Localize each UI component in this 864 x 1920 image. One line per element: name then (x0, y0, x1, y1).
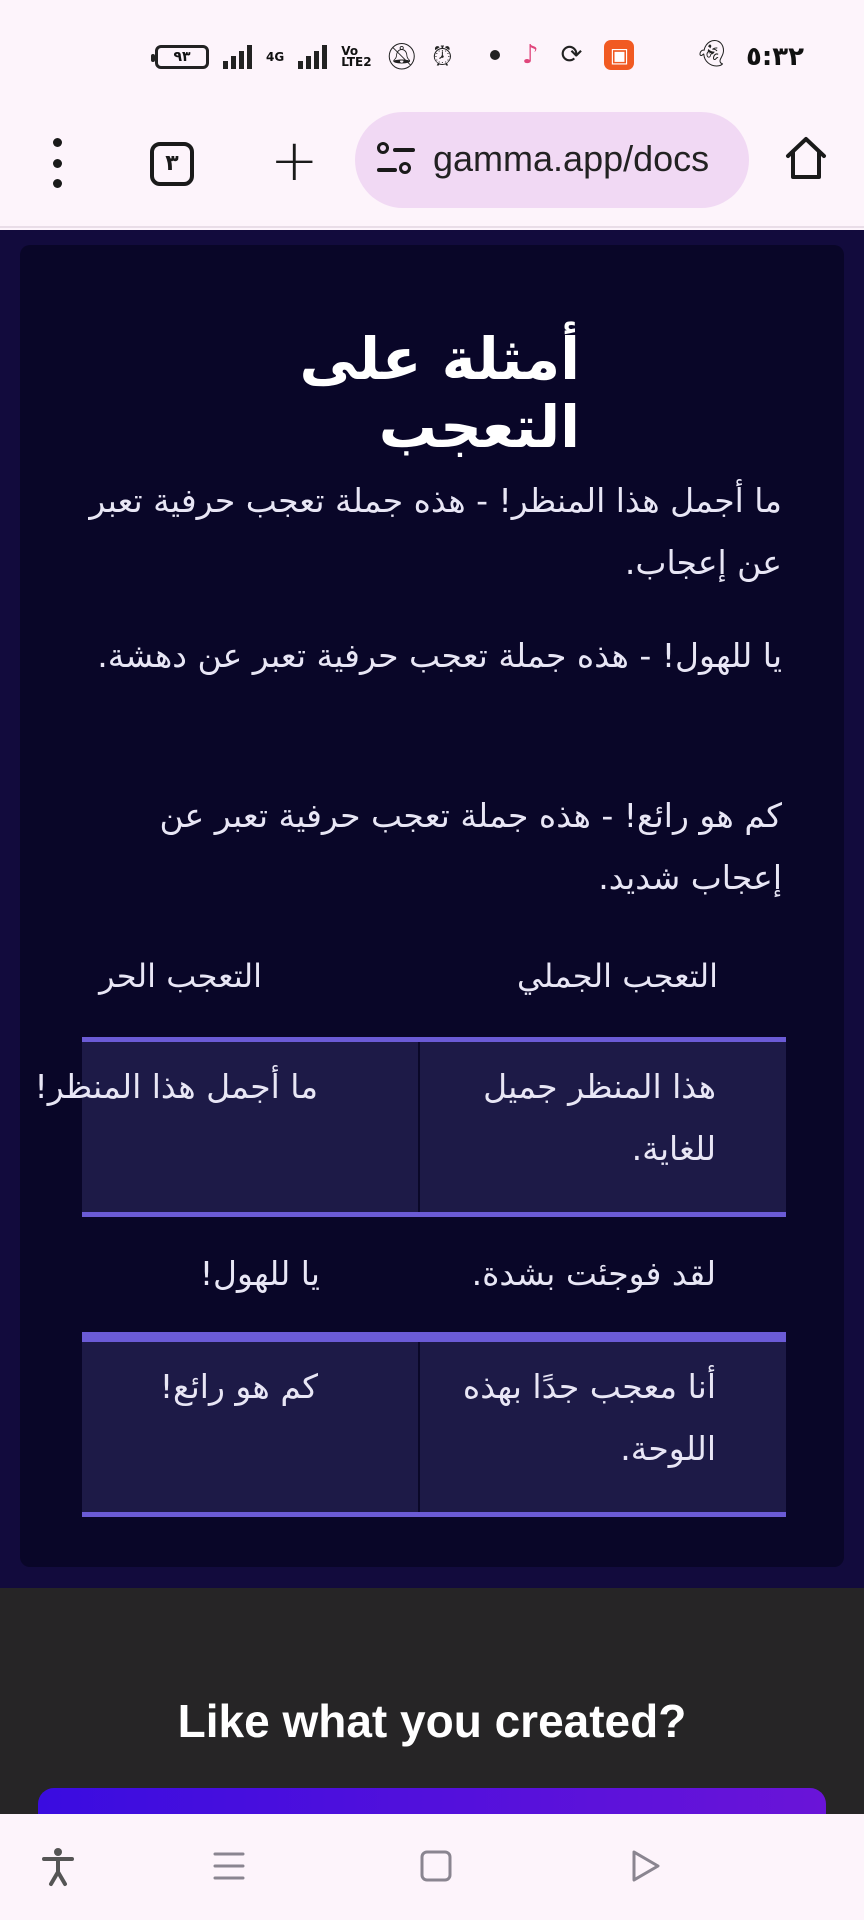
table-cell: ما أجمل هذا المنظر! (82, 1042, 420, 1212)
signal-icon-2 (298, 45, 327, 69)
new-tab-icon[interactable]: + (270, 126, 319, 194)
tab-switcher-button[interactable]: ٣ (150, 142, 194, 186)
recents-icon[interactable] (207, 1844, 251, 1888)
table-cell: كم هو رائع! (82, 1342, 420, 1512)
address-bar[interactable] (355, 112, 749, 208)
system-nav-bar (0, 1814, 864, 1920)
table-cell: أنا معجب جدًا بهذه اللوحة. (462, 1367, 716, 1468)
status-icons-notifications (490, 40, 634, 70)
table-row (82, 1217, 786, 1337)
notification-dot-icon (490, 50, 500, 60)
table-cell: هذا المنظر جميل للغاية. (483, 1067, 716, 1168)
signal-icon (223, 45, 252, 69)
tiktok-icon: ♪ (522, 40, 539, 70)
home-icon[interactable] (784, 134, 828, 182)
example-paragraph-1: ما أجمل هذا المنظر! - هذه جملة تعجب حرفية تعبر عن إعجاب. (89, 481, 782, 582)
mute-icon: 🔕︎ (385, 42, 419, 72)
volte-icon: Vo LTE2 (341, 44, 372, 69)
page-title: أمثلة على التعجب (299, 325, 580, 461)
app-icon: ▣ (604, 40, 634, 70)
sync-icon: ⟳ (560, 40, 583, 70)
table-header-free: التعجب الحر (99, 957, 262, 995)
table-header-sentential: التعجب الجملي (516, 957, 718, 995)
menu-icon[interactable] (42, 138, 72, 188)
accessibility-icon[interactable] (36, 1844, 80, 1888)
content-card (20, 245, 844, 1567)
battery-icon (155, 45, 209, 69)
clock: ٥:٣٢ (745, 42, 804, 72)
status-icons-left (155, 40, 453, 74)
cta-heading: Like what you created? (177, 1695, 687, 1747)
url-text[interactable]: gamma.app/docs (433, 138, 710, 179)
example-paragraph-3: كم هو رائع! - هذه جملة تعجب حرفية تعبر عن إعجاب شديد. (159, 796, 782, 897)
snapchat-icon: 👻︎ (695, 39, 729, 69)
footer-banner (0, 1588, 864, 1816)
battery-level: ٩٣ (173, 49, 191, 65)
example-paragraph-2: يا للهول! - هذه جملة تعجب حرفية تعبر عن دهشة. (97, 636, 782, 675)
site-settings-icon[interactable] (377, 142, 415, 178)
network-type: 4G (266, 49, 285, 64)
table-cell: لقد فوجئت بشدة. (471, 1254, 716, 1293)
table-row (34, 1037, 786, 1217)
browser-toolbar (0, 110, 864, 228)
alarm-icon: ⏰︎ (432, 42, 453, 72)
home-nav-icon[interactable] (414, 1844, 458, 1888)
table-cell: يا للهول! (199, 1254, 320, 1293)
document-page (0, 230, 864, 1588)
table-row (82, 1337, 786, 1517)
back-icon[interactable] (622, 1844, 666, 1888)
status-bar (0, 0, 864, 110)
